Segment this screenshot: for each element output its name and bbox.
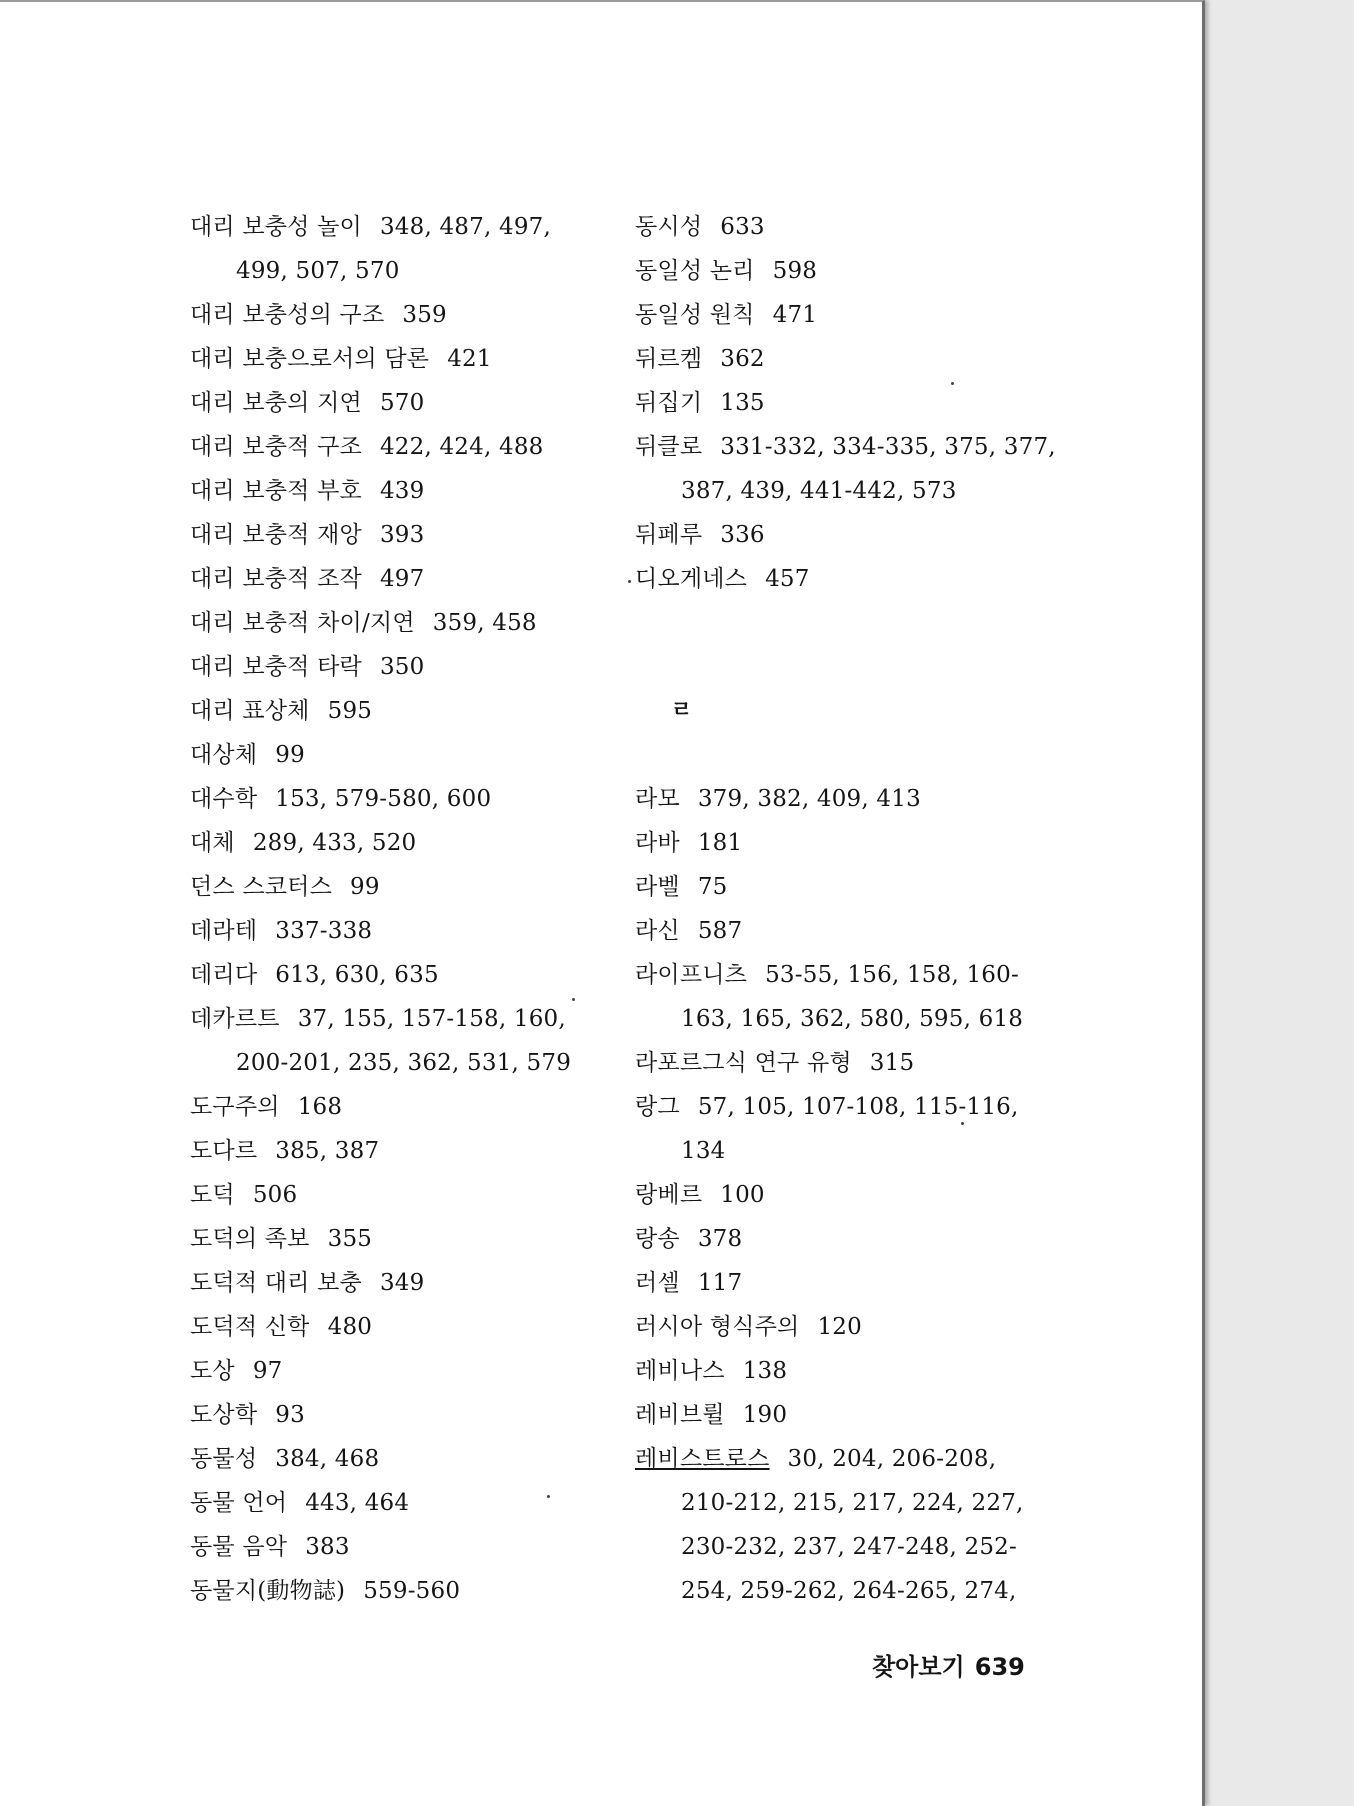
index-entry: [190, 1525, 610, 1569]
index-term: 레비나스: [635, 1358, 725, 1384]
scan-speck: [572, 998, 575, 1001]
index-term: 동물 음악: [190, 1534, 288, 1560]
index-entry: [635, 557, 1055, 601]
index-pages: 75: [697, 874, 728, 900]
index-entry-continuation: [635, 1525, 1055, 1569]
index-term: 라바: [635, 830, 680, 856]
index-term: 도구주의: [190, 1094, 280, 1120]
index-pages: 210-212, 215, 217, 224, 227,: [681, 1490, 1024, 1516]
index-entry-continuation: [635, 1129, 1055, 1173]
index-term: 도덕적 신학: [190, 1314, 310, 1340]
index-pages: 200-201, 235, 362, 531, 579: [236, 1050, 572, 1076]
index-pages: 99: [350, 874, 380, 900]
section-gap: [635, 601, 1055, 689]
index-entry: [635, 1393, 1055, 1437]
index-term: 라모: [635, 786, 680, 812]
index-term: 대체: [190, 830, 235, 856]
index-entry: [635, 1261, 1055, 1305]
index-term: 데리다: [190, 962, 258, 988]
index-entry: [635, 1085, 1055, 1129]
index-entry: [635, 1305, 1055, 1349]
index-term: 라신: [635, 918, 680, 944]
index-entry: [190, 953, 610, 997]
index-entry: [635, 1437, 1055, 1481]
index-pages: 348, 487, 497,: [379, 214, 552, 240]
index-pages: 378: [697, 1226, 743, 1252]
scan-speck: [628, 580, 631, 583]
index-pages: 595: [327, 698, 373, 724]
index-term: 라벨: [635, 874, 680, 900]
index-entry: [190, 293, 610, 337]
index-entry: [635, 513, 1055, 557]
index-entry: [635, 381, 1055, 425]
index-term: 대리 보충으로서의 담론: [190, 346, 430, 372]
scan-speck: [951, 382, 954, 385]
index-term: 뒤르켐: [635, 346, 703, 372]
section-heading: ㄹ: [671, 698, 693, 723]
index-entry: [190, 865, 610, 909]
index-entry: [190, 821, 610, 865]
index-pages: 384, 468: [275, 1446, 380, 1472]
index-pages: 37, 155, 157-158, 160,: [297, 1006, 566, 1032]
index-pages: 506: [252, 1182, 298, 1208]
index-pages: 499, 507, 570: [236, 258, 400, 284]
index-pages: 336: [720, 522, 765, 548]
index-term: 대리 보충적 차이/지연: [190, 610, 415, 636]
index-pages: 362: [720, 346, 765, 372]
index-pages: 559-560: [363, 1578, 461, 1604]
index-term: 랑송: [635, 1226, 680, 1252]
index-term: 도덕적 대리 보충: [190, 1270, 362, 1296]
index-pages: 190: [742, 1402, 788, 1428]
index-entry: [190, 469, 610, 513]
index-column-right: [635, 205, 1055, 1613]
index-entry: [635, 953, 1055, 997]
index-pages: 359: [402, 302, 447, 328]
index-entry: [190, 909, 610, 953]
index-term: 러시아 형식주의: [635, 1314, 800, 1340]
index-term: 동물성: [190, 1446, 258, 1472]
index-pages: 393: [379, 522, 425, 548]
index-term: 던스 스코터스: [190, 874, 333, 900]
index-entry: [635, 293, 1055, 337]
index-entry: [635, 249, 1055, 293]
index-pages: 331-332, 334-335, 375, 377,: [720, 434, 1056, 460]
index-entry: [190, 1129, 610, 1173]
index-entry: [635, 425, 1055, 469]
index-entry: [635, 865, 1055, 909]
index-term: 도다르: [190, 1138, 258, 1164]
index-pages: 443, 464: [305, 1490, 410, 1516]
index-pages: 421: [447, 346, 492, 372]
index-entry: [190, 337, 610, 381]
index-pages: 134: [681, 1138, 726, 1164]
index-term: 랑그: [635, 1094, 680, 1120]
index-pages: 387, 439, 441-442, 573: [681, 478, 957, 504]
index-term: 뒤페루: [635, 522, 703, 548]
index-term: 도상: [190, 1358, 235, 1384]
index-entry: [190, 1173, 610, 1217]
index-term: 동시성: [635, 214, 703, 240]
index-pages: 230-232, 237, 247-248, 252-: [681, 1534, 1017, 1560]
index-pages: 422, 424, 488: [379, 434, 544, 460]
index-pages: 53-55, 156, 158, 160-: [765, 962, 1019, 988]
index-term: 랑베르: [635, 1182, 703, 1208]
index-pages: 168: [297, 1094, 343, 1120]
index-pages: 30, 204, 206-208,: [787, 1446, 997, 1472]
index-pages: 439: [379, 478, 425, 504]
index-pages: 598: [772, 258, 818, 284]
index-entry: [190, 645, 610, 689]
index-term: 동일성 원칙: [635, 302, 755, 328]
index-term: 대리 표상체: [190, 698, 310, 724]
scan-speck: [961, 1122, 964, 1125]
index-term: 대리 보충적 부호: [190, 478, 362, 504]
index-entry: [190, 1393, 610, 1437]
index-term: 러셀: [635, 1270, 680, 1296]
index-pages: 359, 458: [432, 610, 537, 636]
index-entry: [635, 821, 1055, 865]
index-entry: [190, 1305, 610, 1349]
index-pages: 135: [720, 390, 765, 416]
index-term: 대리 보충적 조작: [190, 566, 362, 592]
index-term: 레비브륄: [635, 1402, 725, 1428]
index-entry: [190, 1261, 610, 1305]
index-column-left: [190, 205, 610, 1613]
index-entry: [190, 205, 610, 249]
index-pages: 93: [275, 1402, 305, 1428]
index-pages: 117: [697, 1270, 743, 1296]
running-footer: [872, 1647, 1025, 1682]
index-entry: [190, 425, 610, 469]
page-number: 639: [974, 1653, 1025, 1681]
index-entry: [635, 1217, 1055, 1261]
index-entry: [190, 1349, 610, 1393]
index-pages: 120: [817, 1314, 862, 1340]
index-entry: [190, 689, 610, 733]
index-term: 도상학: [190, 1402, 258, 1428]
index-term: 뒤집기: [635, 390, 703, 416]
index-pages: 471: [772, 302, 818, 328]
index-entry-continuation: [190, 249, 610, 293]
index-entry: [190, 1481, 610, 1525]
index-term: 대상체: [190, 742, 258, 768]
index-pages: 379, 382, 409, 413: [697, 786, 921, 812]
index-entry: [190, 997, 610, 1041]
index-term: 도덕: [190, 1182, 235, 1208]
index-pages: 181: [697, 830, 743, 856]
index-pages: 355: [327, 1226, 373, 1252]
index-pages: 163, 165, 362, 580, 595, 618: [681, 1006, 1024, 1032]
index-term: 대리 보충적 타락: [190, 654, 362, 680]
index-entry: [190, 513, 610, 557]
index-term: 대수학: [190, 786, 258, 812]
index-entry-continuation: [635, 1481, 1055, 1525]
index-term: 라포르그식 연구 유형: [635, 1050, 852, 1076]
index-entry: [190, 733, 610, 777]
index-entry-continuation: [635, 1569, 1055, 1613]
index-pages: 385, 387: [275, 1138, 380, 1164]
index-pages: 100: [720, 1182, 765, 1208]
index-term: 대리 보충성의 구조: [190, 302, 385, 328]
index-pages: 289, 433, 520: [252, 830, 417, 856]
index-entry: [635, 337, 1055, 381]
index-pages: 480: [327, 1314, 373, 1340]
footer-label: 찾아보기: [872, 1653, 965, 1681]
index-entry-continuation: [635, 997, 1055, 1041]
index-term: 대리 보충의 지연: [190, 390, 362, 416]
index-entry: [190, 1437, 610, 1481]
index-term: 디오게네스: [635, 566, 748, 592]
index-entry-continuation: [635, 469, 1055, 513]
index-pages: 497: [379, 566, 425, 592]
index-pages: 570: [379, 390, 425, 416]
index-entry-continuation: [190, 1041, 610, 1085]
index-entry: [635, 909, 1055, 953]
index-term: 대리 보충적 재앙: [190, 522, 362, 548]
index-pages: 138: [742, 1358, 788, 1384]
index-entry: [635, 1173, 1055, 1217]
section-gap: [635, 733, 1055, 777]
index-pages: 457: [765, 566, 810, 592]
index-pages: 57, 105, 107-108, 115-116,: [697, 1094, 1019, 1120]
index-term: 동물 언어: [190, 1490, 288, 1516]
index-entry: [190, 1569, 610, 1613]
index-pages: 337-338: [275, 918, 373, 944]
index-pages: 315: [869, 1050, 915, 1076]
index-entry: [190, 1217, 610, 1261]
index-entry: [190, 1085, 610, 1129]
index-term: 데카르트: [190, 1006, 280, 1032]
index-pages: 99: [275, 742, 305, 768]
index-entry: [190, 601, 610, 645]
index-term: 뒤클로: [635, 434, 703, 460]
index-pages: 613, 630, 635: [275, 962, 439, 988]
index-pages: 349: [379, 1270, 425, 1296]
index-term: 라이프니츠: [635, 962, 748, 988]
scan-speck: [547, 1495, 550, 1498]
index-term: 대리 보충성 놀이: [190, 214, 362, 240]
index-pages: 587: [697, 918, 743, 944]
index-term: 동일성 논리: [635, 258, 755, 284]
index-entry: [635, 205, 1055, 249]
index-entry: [635, 1041, 1055, 1085]
index-term: 레비스트로스: [635, 1446, 770, 1472]
index-entry: [190, 777, 610, 821]
index-pages: 97: [252, 1358, 283, 1384]
index-term: 대리 보충적 구조: [190, 434, 362, 460]
index-pages: 350: [379, 654, 425, 680]
index-entry: [635, 777, 1055, 821]
index-pages: 254, 259-262, 264-265, 274,: [681, 1578, 1017, 1604]
index-entry: [190, 557, 610, 601]
index-term: 도덕의 족보: [190, 1226, 310, 1252]
index-pages: 633: [720, 214, 765, 240]
index-term: 데라테: [190, 918, 258, 944]
index-pages: 153, 579-580, 600: [275, 786, 492, 812]
index-entry: [190, 381, 610, 425]
index-term: 동물지(動物誌): [190, 1578, 346, 1604]
index-entry: [635, 1349, 1055, 1393]
index-pages: 383: [305, 1534, 350, 1560]
